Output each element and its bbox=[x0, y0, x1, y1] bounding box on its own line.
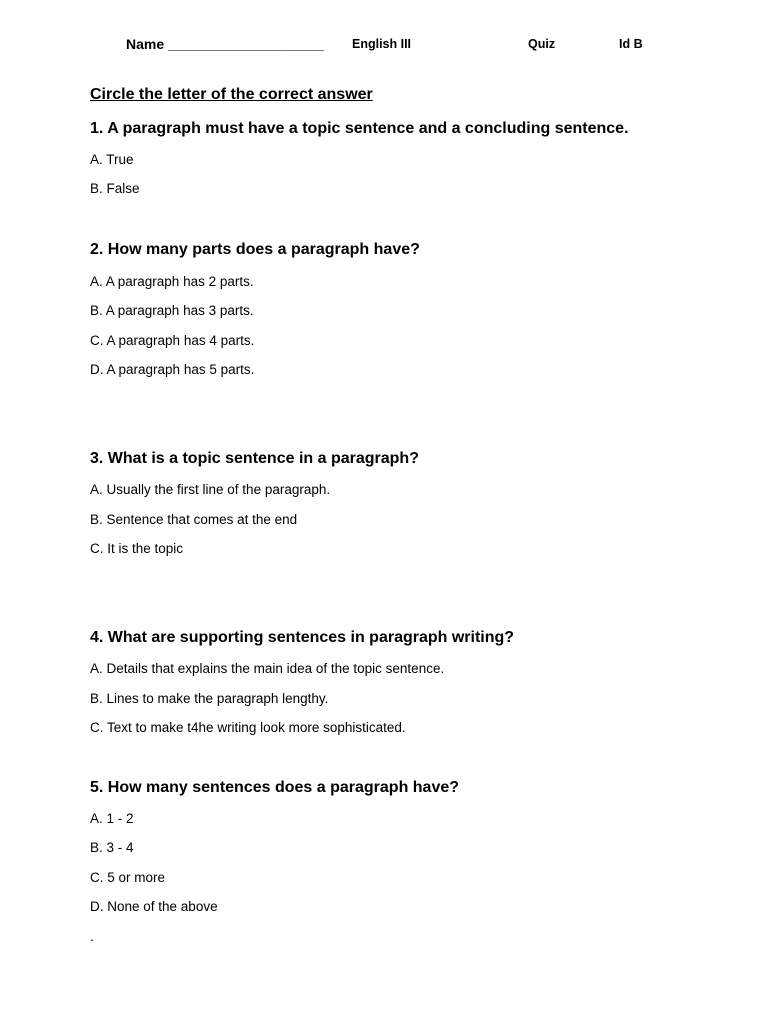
question-5-option-b: B. 3 - 4 bbox=[90, 840, 134, 855]
question-3-option-a: A. Usually the first line of the paragraph. bbox=[90, 482, 331, 497]
question-3-option-b: B. Sentence that comes at the end bbox=[90, 512, 298, 527]
question-5-option-c: C. 5 or more bbox=[90, 870, 166, 885]
question-3-option-c: C. It is the topic bbox=[90, 541, 184, 556]
name-field-label: Name ____________________ bbox=[126, 36, 324, 52]
question-4-option-c: C. Text to make t4he writing look more sophisticated. bbox=[90, 720, 406, 735]
question-5-option-a: A. 1 - 2 bbox=[90, 811, 134, 826]
question-1-option-a: A. True bbox=[90, 152, 134, 167]
question-3: 3. What is a topic sentence in a paragraph? bbox=[90, 450, 419, 467]
question-1-option-b: B. False bbox=[90, 181, 140, 196]
question-4-option-b: B. Lines to make the paragraph lengthy. bbox=[90, 691, 329, 706]
question-4: 4. What are supporting sentences in paragraph writing? bbox=[90, 629, 515, 646]
question-2-option-c: C. A paragraph has 4 parts. bbox=[90, 333, 255, 348]
instructions-heading: Circle the letter of the correct answer bbox=[90, 86, 373, 103]
trailing-period: . bbox=[90, 929, 94, 944]
quiz-id-label: Id B bbox=[619, 37, 643, 51]
question-1: 1. A paragraph must have a topic sentence and a concluding sentence. bbox=[90, 120, 629, 137]
quiz-label: Quiz bbox=[528, 37, 556, 51]
question-5: 5. How many sentences does a paragraph have? bbox=[90, 779, 460, 796]
question-4-option-a: A. Details that explains the main idea of the topic sentence. bbox=[90, 661, 445, 676]
course-label: English III bbox=[352, 37, 412, 51]
question-5-option-d: D. None of the above bbox=[90, 899, 218, 914]
question-2-option-b: B. A paragraph has 3 parts. bbox=[90, 303, 254, 318]
question-2: 2. How many parts does a paragraph have? bbox=[90, 241, 420, 258]
question-2-option-a: A. A paragraph has 2 parts. bbox=[90, 274, 254, 289]
question-2-option-d: D. A paragraph has 5 parts. bbox=[90, 362, 255, 377]
